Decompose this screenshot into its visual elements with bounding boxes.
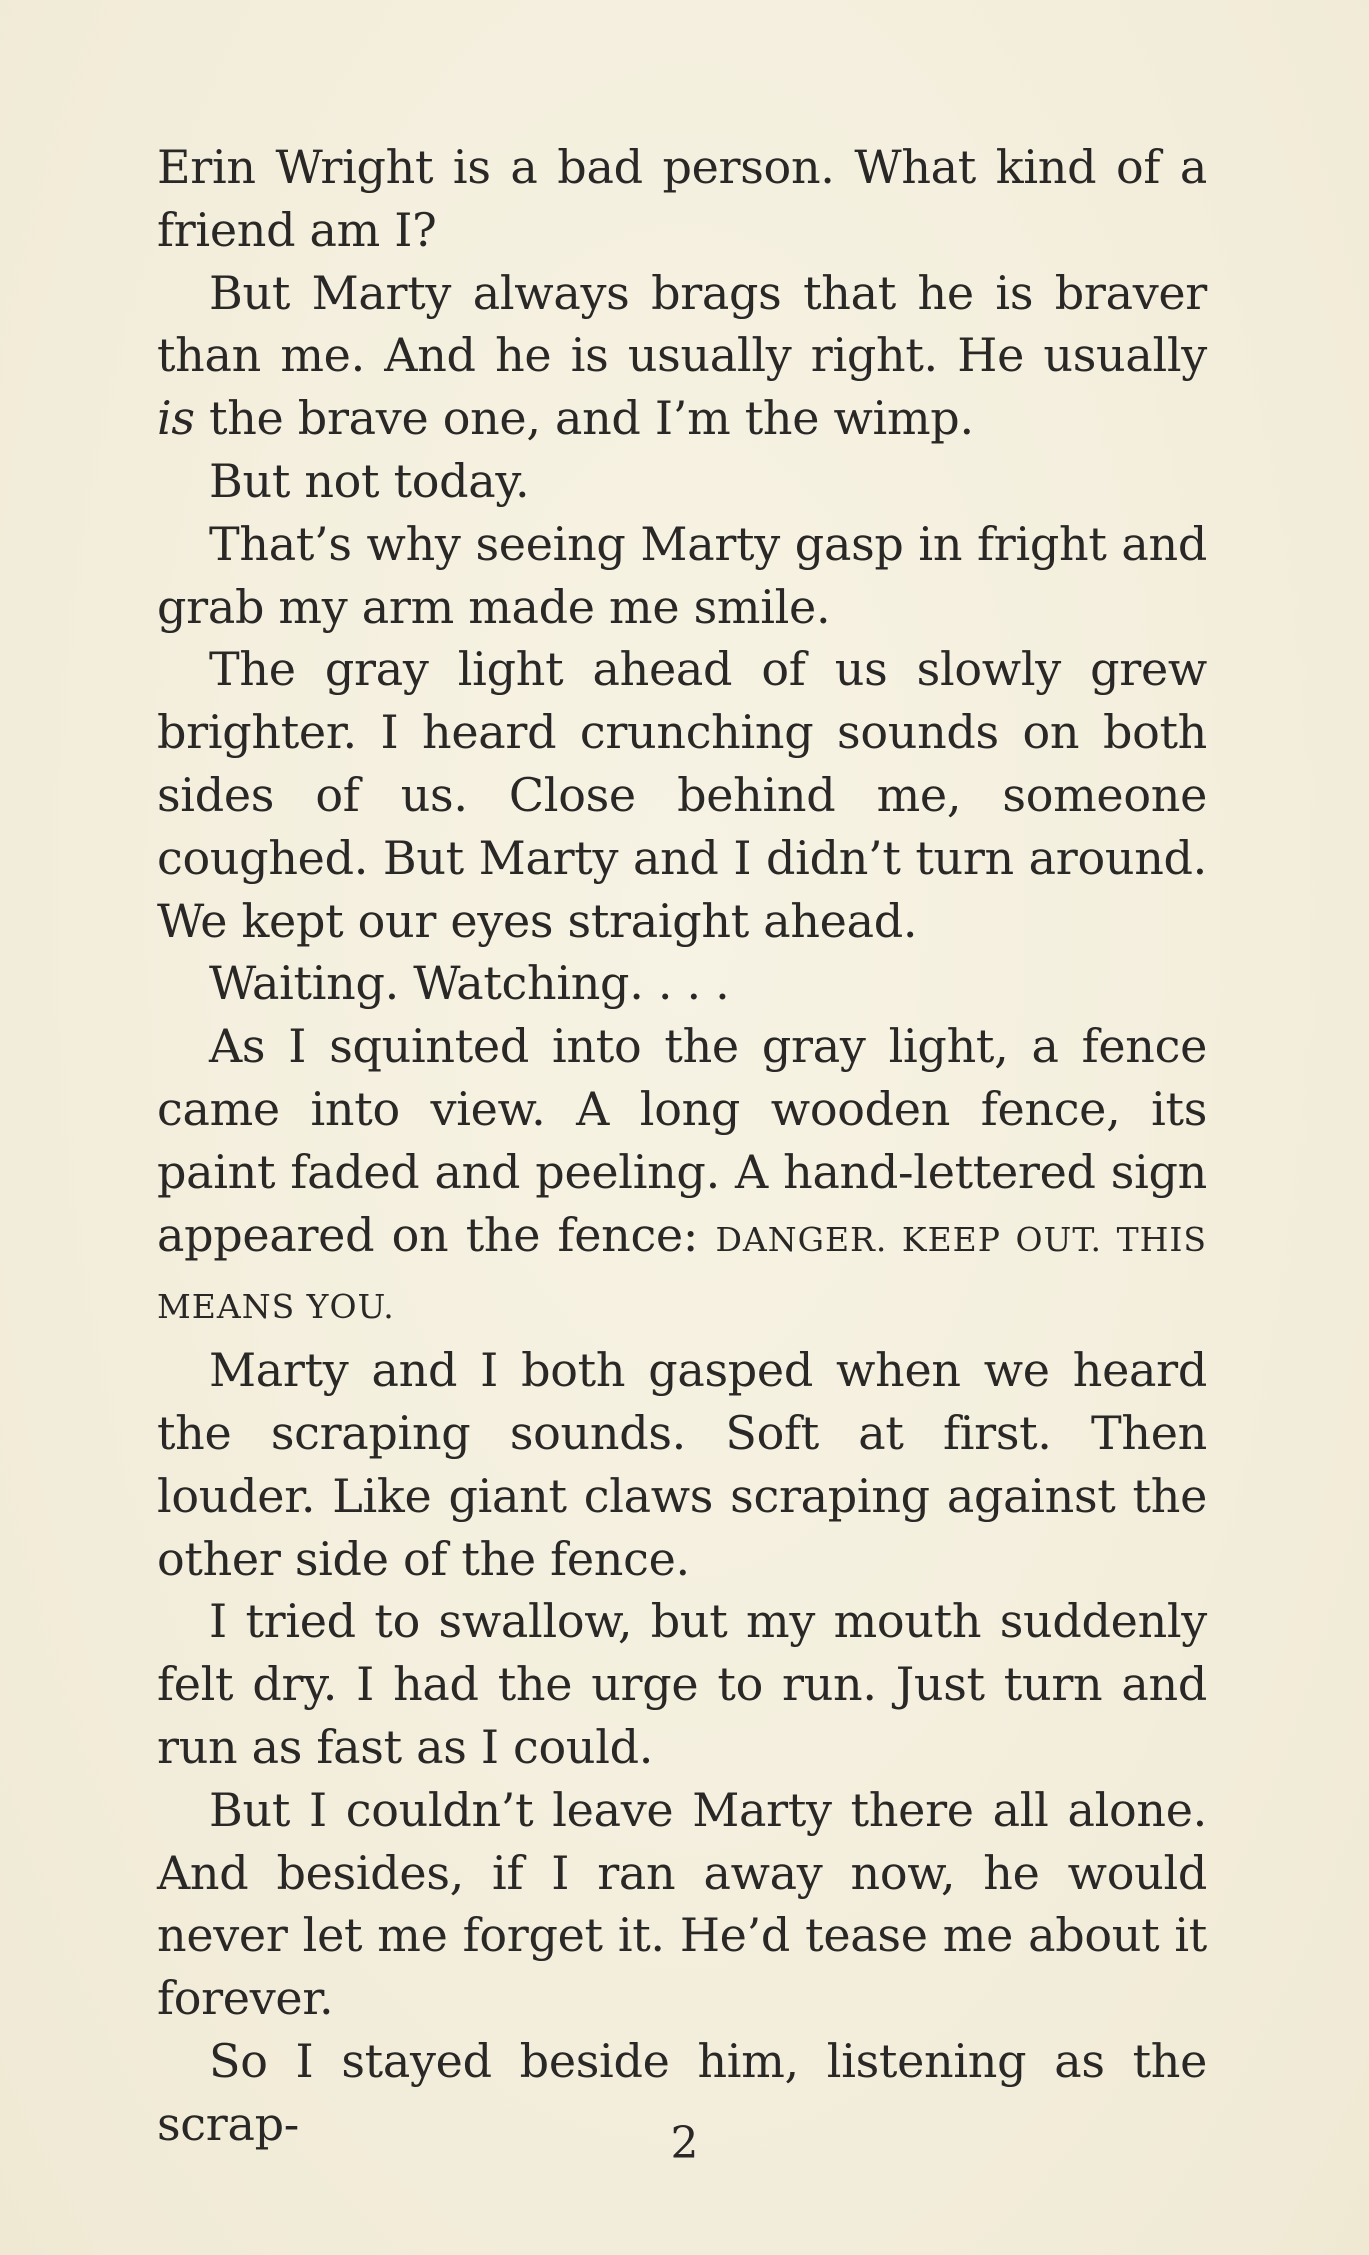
paragraph-text: That’s why seeing Marty gasp in fright and grab my arm made me smile. <box>157 516 1207 634</box>
body-text <box>157 136 1207 2156</box>
paragraph <box>157 952 1207 1015</box>
emphasis-text: is <box>157 391 195 446</box>
paragraph-text: But not today. <box>209 453 530 508</box>
paragraph <box>157 1015 1207 1339</box>
paragraph-text: Marty and I both gasped when we heard the scraping sounds. Soft at first. Then louder. Like giant claws scraping against the other side of the fence. <box>157 1343 1207 1586</box>
paragraph <box>157 1590 1207 1778</box>
paragraph-text: As I squinted into the gray light, a fence came into view. A long wooden fence, its paint faded and peeling. A hand-lettered sign appeared on the fence: <box>157 1019 1207 1262</box>
sign-text: DANGER. KEEP OUT. THIS MEANS YOU. <box>157 1219 1207 1327</box>
paragraph-text: But I couldn’t leave Marty there all alone. And besides, if I ran away now, he would never let me forget it. He’d tease me about it forever. <box>157 1782 1207 2026</box>
paragraph <box>157 513 1207 639</box>
paragraph-text: Erin Wright is a bad person. What kind of a friend am I? <box>157 140 1207 257</box>
paragraph <box>157 638 1207 952</box>
paragraph-text: The gray light ahead of us slowly grew brighter. I heard crunching sounds on both sides of us. Close behind me, someone coughed. But Marty and I didn’t turn around. We kept our eyes straight ahead. <box>157 642 1207 948</box>
page-number: 2 <box>670 2118 699 2169</box>
paragraph <box>157 1339 1207 1590</box>
paragraph-text: So I stayed beside him, listening as the scrap- <box>157 2033 1207 2151</box>
paragraph <box>157 136 1207 262</box>
paragraph-text: Waiting. Watching. . . . <box>209 956 730 1011</box>
paragraph <box>157 262 1207 450</box>
paragraph-text: I tried to swallow, but my mouth suddenly felt dry. I had the urge to run. Just turn and run as fast as I could. <box>157 1594 1207 1774</box>
paragraph-text: the brave one, and I’m the wimp. <box>194 391 974 446</box>
paragraph <box>157 1779 1207 2030</box>
paragraph <box>157 450 1207 513</box>
paragraph-text: But Marty always brags that he is braver than me. And he is usually right. He usually <box>157 265 1207 383</box>
